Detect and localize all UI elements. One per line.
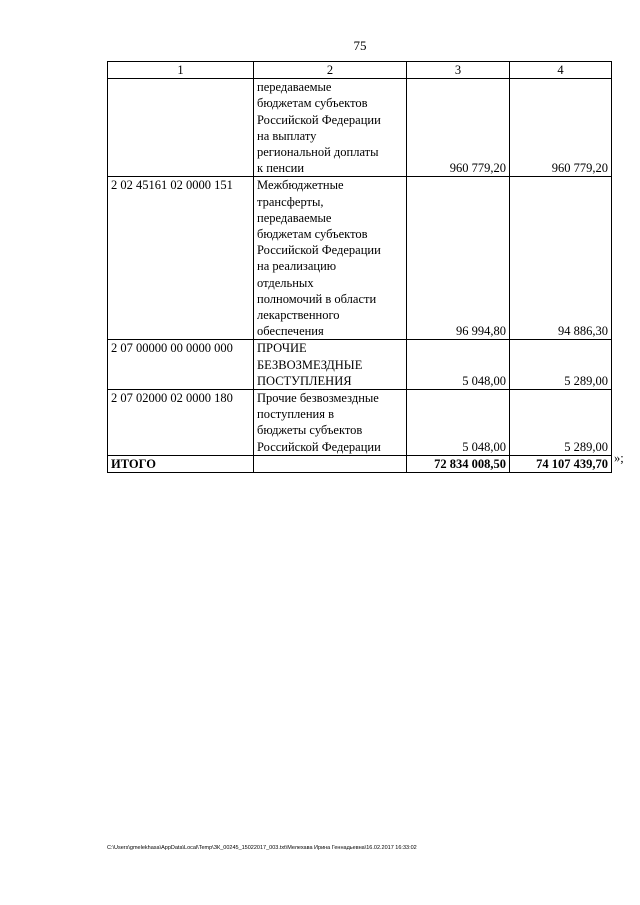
row-description xyxy=(254,340,407,390)
table-header-row xyxy=(108,62,612,79)
table-row xyxy=(108,340,612,390)
desc-line: полномочий в области xyxy=(257,291,377,306)
footer-file-path: C:\Users\gmelekhasa\AppData\Local\Temp\ЗК_00245_15022017_003.txt\Мелехава Ирина Геннадьевна\16.02.2017 16:33:02 xyxy=(107,845,417,851)
desc-line: ПОСТУПЛЕНИЯ xyxy=(257,373,352,388)
row-value-col3: 5 048,00 xyxy=(407,390,510,456)
row-description xyxy=(254,177,407,340)
desc-line: к пенсии xyxy=(257,161,305,176)
desc-line: Российской Федерации xyxy=(257,439,381,454)
desc-line: Прочие безвозмездные xyxy=(257,391,379,406)
desc-line: на реализацию xyxy=(257,259,337,274)
desc-line: отдельных xyxy=(257,275,314,290)
total-empty-cell xyxy=(254,455,407,472)
page-number: 75 xyxy=(353,38,367,53)
desc-line: бюджетам субъектов xyxy=(257,96,368,111)
table-row xyxy=(108,79,612,177)
total-row xyxy=(108,455,612,472)
desc-line: бюджетам субъектов xyxy=(257,227,368,242)
desc-line: бюджеты субъектов xyxy=(257,423,363,438)
desc-line: региональной доплаты xyxy=(257,145,379,160)
row-description xyxy=(254,390,407,456)
table-row xyxy=(108,390,612,456)
row-value-col4: 94 886,30 xyxy=(510,177,612,340)
row-code xyxy=(108,79,254,177)
desc-line: лекарственного xyxy=(257,308,340,323)
desc-line: Межбюджетные xyxy=(257,178,344,193)
table-row xyxy=(108,177,612,340)
desc-line: Российской Федерации xyxy=(257,112,381,127)
desc-line: БЕЗВОЗМЕЗДНЫЕ xyxy=(257,357,363,372)
row-value-col3: 5 048,00 xyxy=(407,340,510,390)
header-col-3: 3 xyxy=(407,62,510,79)
header-col-2: 2 xyxy=(254,62,407,79)
closing-quote-mark: »; xyxy=(614,451,624,465)
header-col-1: 1 xyxy=(108,62,254,79)
header-col-4: 4 xyxy=(510,62,612,79)
row-value-col4: 5 289,00 xyxy=(510,340,612,390)
row-value-col4: 5 289,00 xyxy=(510,390,612,456)
total-value-col4: 74 107 439,70 xyxy=(510,455,612,472)
desc-line: ПРОЧИЕ xyxy=(257,341,307,356)
total-value-col3: 72 834 008,50 xyxy=(407,455,510,472)
row-code: 2 07 02000 02 0000 180 xyxy=(108,390,254,456)
desc-line: трансферты, xyxy=(257,194,324,209)
desc-line: передаваемые xyxy=(257,210,332,225)
row-value-col4: 960 779,20 xyxy=(510,79,612,177)
desc-line: Российской Федерации xyxy=(257,243,381,258)
desc-line: обеспечения xyxy=(257,324,324,339)
desc-line: поступления в xyxy=(257,407,334,422)
row-value-col3: 96 994,80 xyxy=(407,177,510,340)
total-label: ИТОГО xyxy=(108,455,254,472)
budget-table xyxy=(107,61,612,473)
desc-line: передаваемые xyxy=(257,80,332,95)
row-value-col3: 960 779,20 xyxy=(407,79,510,177)
row-code: 2 07 00000 00 0000 000 xyxy=(108,340,254,390)
row-description xyxy=(254,79,407,177)
desc-line: на выплату xyxy=(257,128,317,143)
row-code: 2 02 45161 02 0000 151 xyxy=(108,177,254,340)
